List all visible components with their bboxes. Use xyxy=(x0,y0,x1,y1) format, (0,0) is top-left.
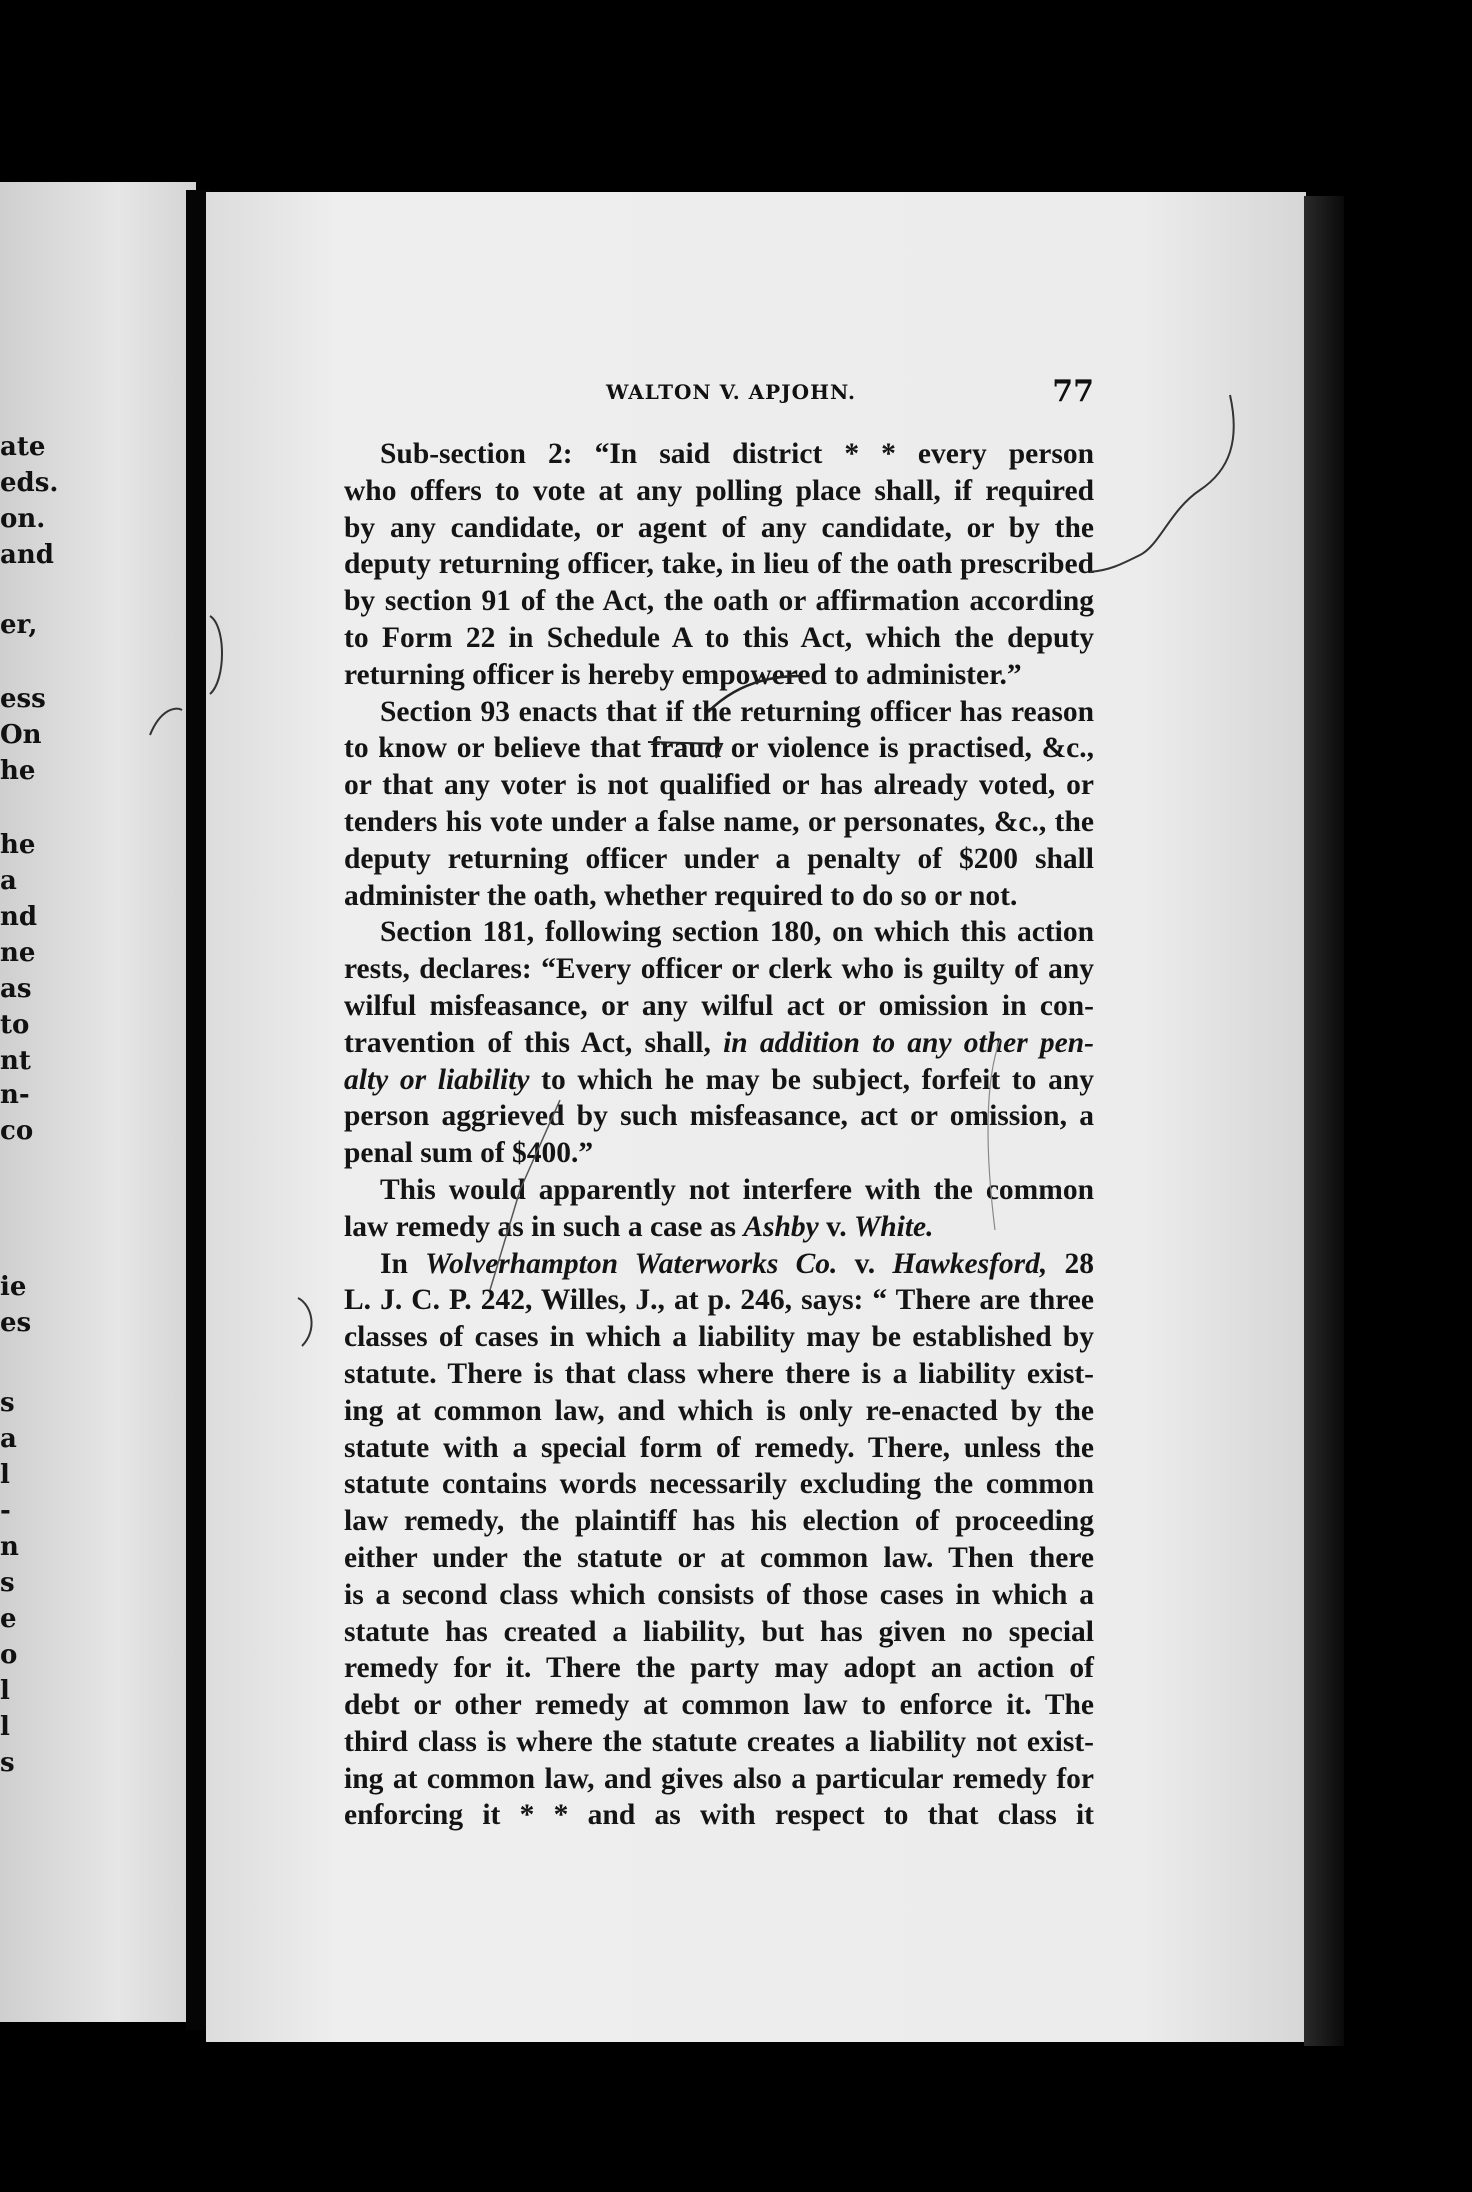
text-line: classes of cases in which a liability may be established by xyxy=(344,1321,1094,1354)
text-line: either under the statute or at common law. Then there xyxy=(344,1541,1094,1574)
left-page-fragment: n xyxy=(0,1532,19,1562)
left-page-fragment: es xyxy=(0,1308,32,1338)
text-line: by section 91 of the Act, the oath or affirmation according xyxy=(344,585,1094,618)
text-line-mixed xyxy=(344,1062,1094,1099)
left-page-fragment: er, xyxy=(0,610,38,640)
text-line: who offers to vote at any polling place shall, if required xyxy=(344,474,1094,507)
paragraph-section-93 xyxy=(344,694,1094,915)
text-line: rests, declares: “Every officer or clerk who is guilty of any xyxy=(344,953,1094,986)
text-line-mixed xyxy=(344,1209,1094,1246)
text-line: ing at common law, and gives also a particular remedy for xyxy=(344,1762,1094,1795)
text-line: enforcing it * * and as with respect to that class it xyxy=(344,1799,1094,1832)
text-line: Section 181, following section 180, on which this action xyxy=(380,916,1094,949)
case-name: White. xyxy=(854,1210,934,1243)
running-title: WALTON V. APJOHN. xyxy=(606,380,856,404)
page-edge-shadow xyxy=(1304,196,1344,2046)
text-line: statute has created a liability, but has given no special xyxy=(344,1615,1094,1648)
text-line: ing at common law, and which is only re-enacted by the xyxy=(344,1394,1094,1427)
left-page-fragment: nt xyxy=(0,1046,31,1076)
text-span: 28 xyxy=(1047,1247,1094,1280)
left-page-fragment: a xyxy=(0,866,17,896)
left-page-fragment: and xyxy=(0,540,54,570)
left-page-fragment: l xyxy=(0,1676,10,1706)
text-line: Sub-section 2: “In said district * * every person xyxy=(380,438,1094,470)
text-line: statute with a special form of remedy. There, unless the xyxy=(344,1431,1094,1464)
left-page-fragment: on. xyxy=(0,504,46,534)
left-page-fragment: he xyxy=(0,756,36,786)
text-line: to know or believe that fraud or violence is practised, &c., xyxy=(344,732,1094,765)
text-line: deputy returning officer under a penalty of $200 shall xyxy=(344,842,1094,875)
left-page-fragment: as xyxy=(0,974,32,1004)
text-line: statute contains words necessarily excluding the common xyxy=(344,1468,1094,1501)
text-line: tenders his vote under a false name, or personates, &c., the xyxy=(344,805,1094,838)
left-page-fragment: o xyxy=(0,1640,18,1670)
italic-text: in addition to any other pen- xyxy=(723,1026,1094,1059)
italic-text: alty or liability xyxy=(344,1063,530,1096)
text-line: by any candidate, or agent of any candidate, or by the xyxy=(344,511,1094,544)
text-span: travention of this Act, shall, xyxy=(344,1026,724,1059)
page-number: 77 xyxy=(1052,374,1094,409)
left-page-fragment: co xyxy=(0,1116,34,1146)
paragraph-wolverhampton xyxy=(344,1246,1094,1835)
left-page-fragment: to xyxy=(0,1010,30,1040)
left-page-fragment: ess xyxy=(0,684,46,714)
text-line: administer the oath, whether required to do so or not. xyxy=(344,879,1018,912)
text-line: person aggrieved by such misfeasance, act or omission, a xyxy=(344,1100,1094,1133)
text-line: Section 93 enacts that if the returning officer has reason xyxy=(380,695,1094,728)
text-line: statute. There is that class where there is a liability exist- xyxy=(344,1357,1094,1390)
text-line: law remedy, the plaintiff has his election of proceeding xyxy=(344,1505,1094,1538)
left-page-fragment: ne xyxy=(0,938,36,968)
left-page-fragment: e xyxy=(0,1604,17,1634)
text-line-mixed xyxy=(344,1246,1094,1283)
text-span: v. xyxy=(837,1247,893,1280)
case-name: Hawkesford, xyxy=(892,1247,1048,1280)
left-page-fragment: nd xyxy=(0,902,38,932)
case-name: Ashby xyxy=(743,1210,819,1243)
left-page-fragment: a xyxy=(0,1424,17,1454)
left-page-fragment: l xyxy=(0,1460,10,1490)
text-line: returning officer is hereby empowered to administer.” xyxy=(344,658,1022,691)
text-line: is a second class which consists of those cases in which a xyxy=(344,1578,1094,1611)
text-line-mixed xyxy=(344,1025,1094,1062)
text-span: v. xyxy=(818,1210,855,1243)
left-page-fragment: - xyxy=(0,1496,11,1526)
text-line: to Form 22 in Schedule A to this Act, which the deputy xyxy=(344,621,1094,654)
text-line: debt or other remedy at common law to enforce it. The xyxy=(344,1689,1094,1722)
left-page-fragment: s xyxy=(0,1568,15,1598)
text-span: In xyxy=(380,1247,426,1280)
left-page-fragment: he xyxy=(0,830,36,860)
text-span: to which he may be subject, forfeit to any xyxy=(529,1063,1094,1096)
left-page-fragment: n- xyxy=(0,1080,30,1110)
text-line: penal sum of $400.” xyxy=(344,1137,594,1170)
case-name: Wolverhampton Waterworks Co. xyxy=(425,1247,838,1280)
text-line: deputy returning officer, take, in lieu of the oath prescribed xyxy=(344,548,1094,581)
left-facing-page xyxy=(0,182,196,2022)
body-text xyxy=(344,436,1094,1834)
left-page-fragment: ate xyxy=(0,432,46,462)
left-page-fragment: l xyxy=(0,1712,10,1742)
left-page-fragment: s xyxy=(0,1748,15,1778)
left-page-fragment: eds. xyxy=(0,468,59,498)
left-page-fragment: s xyxy=(0,1388,15,1418)
paragraph-section-181 xyxy=(344,914,1094,1172)
text-line: remedy for it. There the party may adopt an action of xyxy=(344,1652,1094,1685)
page-header xyxy=(352,374,1094,420)
text-line: This would apparently not interfere with the common xyxy=(380,1173,1094,1206)
paragraph-common-law xyxy=(344,1172,1094,1246)
text-line: L. J. C. P. 242, Willes, J., at p. 246, says: “ There are three xyxy=(344,1284,1094,1317)
left-page-fragment: ie xyxy=(0,1272,27,1302)
text-line: or that any voter is not qualified or has already voted, or xyxy=(344,769,1094,802)
left-page-fragment: On xyxy=(0,720,42,750)
text-line: third class is where the statute creates a liability not exist- xyxy=(344,1725,1094,1758)
text-line: wilful misfeasance, or any wilful act or omission in con- xyxy=(344,989,1094,1022)
text-span: law remedy as in such a case as xyxy=(344,1210,744,1243)
paragraph-subsection-2 xyxy=(344,436,1094,694)
